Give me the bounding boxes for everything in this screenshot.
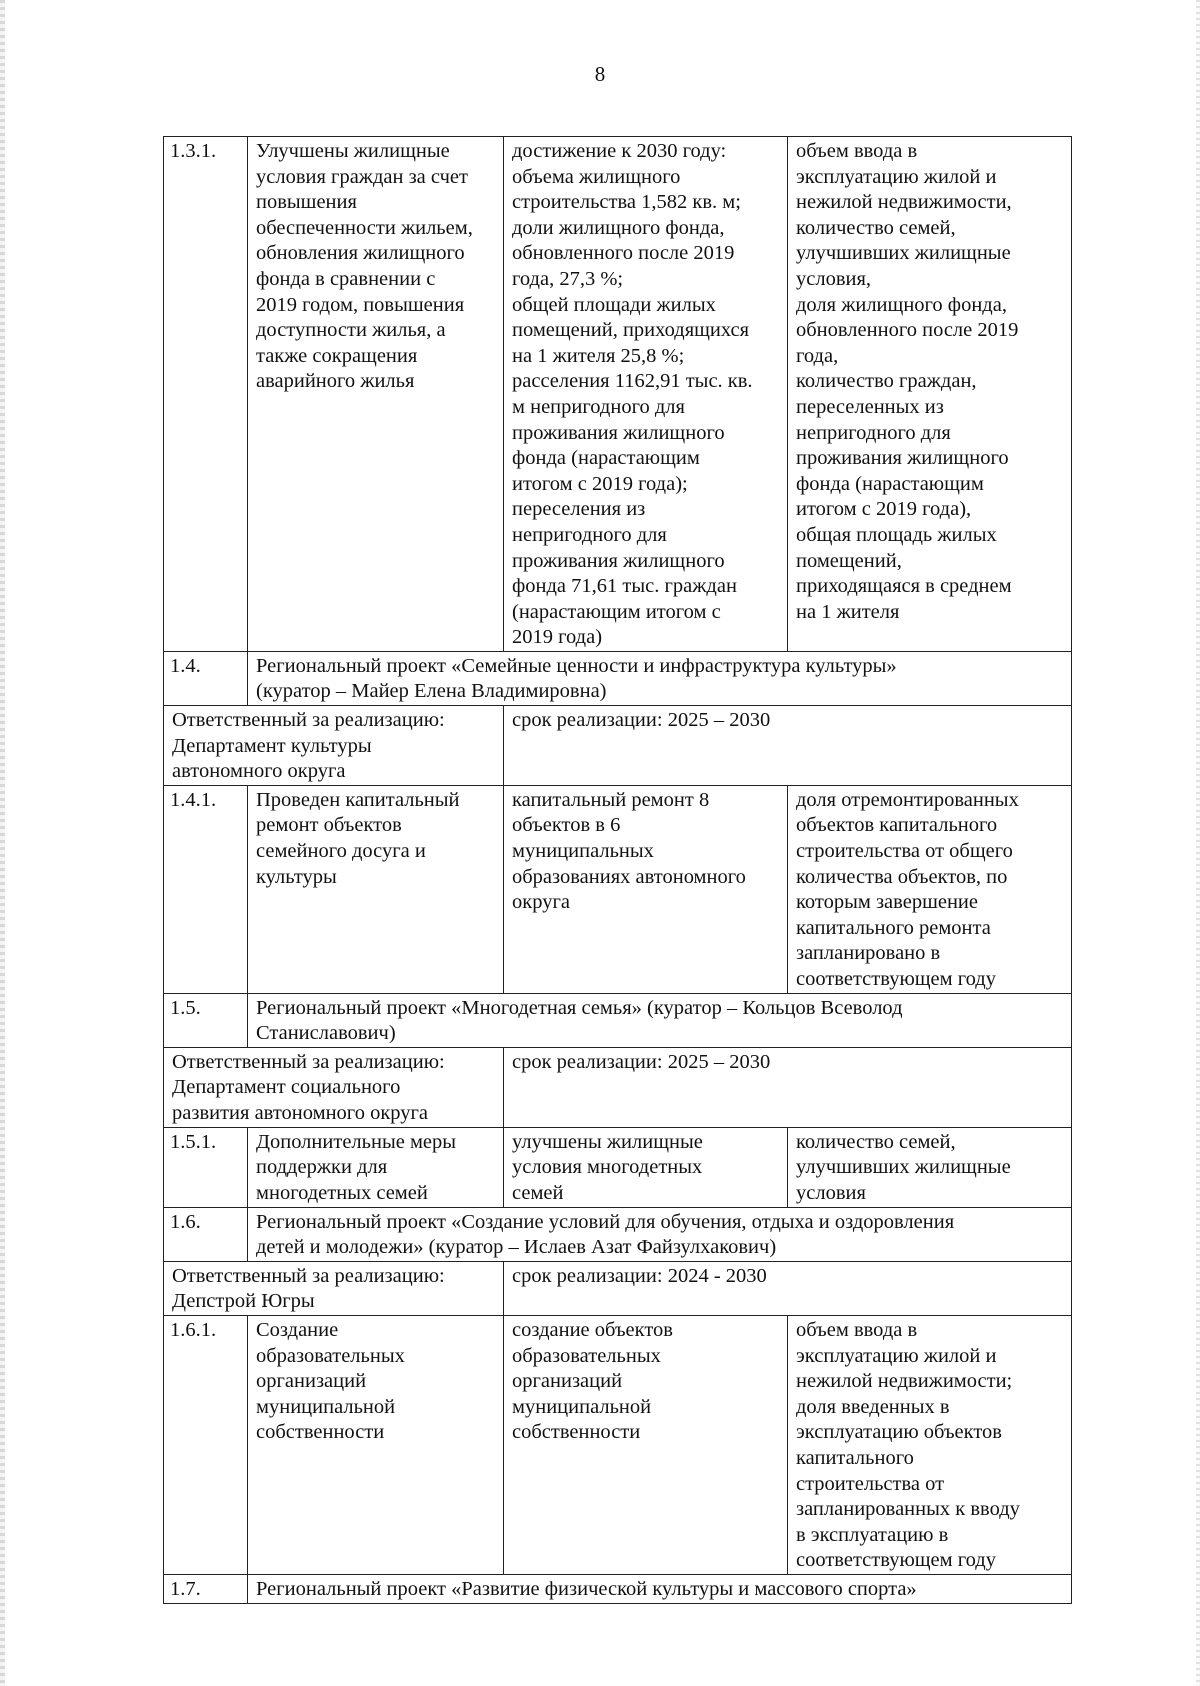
project-title: Региональный проект «Развитие физической культуры и массового спорта» <box>248 1574 1072 1603</box>
indicator-cell: количество семей, улучшивших жилищные условия <box>788 1127 1072 1207</box>
project-title: Региональный проект «Создание условий для обучения, отдыха и оздоровления детей и молодежи» (куратор – Ислаев Азат Файзулхакович) <box>248 1207 1072 1261</box>
characteristic-cell: создание объектов образовательных организаций муниципальной собственности <box>504 1315 788 1574</box>
characteristic-cell: достижение к 2030 году: объема жилищного строительства 1,582 кв. м; доли жилищного фонда, обновленного после 2019 года, 27,3 %; общей площади жилых помещений, приходящихся на 1 жителя 25,8 %; расселения 1162,91 тыс. кв. м непригодного для проживания жилищного фонда (нарастающим итогом с 2019 года); переселения из непригодного для проживания жилищного фонда 71,61 тыс. граждан (нарастающим итогом с 2019 года) <box>504 137 788 652</box>
responsible-cell: Ответственный за реализацию: Департамент социального развития автономного округа <box>164 1047 504 1127</box>
project-title: Региональный проект «Семейные ценности и инфраструктура культуры» (куратор – Майер Елена Владимировна) <box>248 651 1072 705</box>
row-number: 1.3.1. <box>164 137 248 652</box>
term-cell: срок реализации: 2025 – 2030 <box>504 706 1072 786</box>
responsible-cell: Ответственный за реализацию: Департамент культуры автономного округа <box>164 706 504 786</box>
responsible-row-1-6 <box>164 1261 1072 1315</box>
scan-edge-left <box>0 0 5 1686</box>
project-row-1-5 <box>164 993 1072 1047</box>
responsible-row-1-4 <box>164 706 1072 786</box>
row-number: 1.7. <box>164 1574 248 1603</box>
row-number: 1.4. <box>164 651 248 705</box>
indicator-cell: доля отремонтированных объектов капитального строительства от общего количества объектов, по которым завершение капитального ремонта запланировано в соответствующем году <box>788 785 1072 993</box>
result-cell: Проведен капитальный ремонт объектов семейного досуга и культуры <box>248 785 504 993</box>
page-number: 8 <box>594 62 606 86</box>
result-cell: Дополнительные меры поддержки для многодетных семей <box>248 1127 504 1207</box>
project-row-1-4 <box>164 651 1072 705</box>
table-row-1-3-1 <box>164 137 1072 652</box>
table-row-1-4-1 <box>164 785 1072 993</box>
row-number: 1.5.1. <box>164 1127 248 1207</box>
responsible-row-1-5 <box>164 1047 1072 1127</box>
characteristic-cell: капитальный ремонт 8 объектов в 6 муниципальных образованиях автономного округа <box>504 785 788 993</box>
indicator-cell: объем ввода в эксплуатацию жилой и нежилой недвижимости, количество семей, улучшивших жилищные условия, доля жилищного фонда, обновленного после 2019 года, количество граждан, переселенных из непригодного для проживания жилищного фонда (нарастающим итогом с 2019 года), общая площадь жилых помещений, приходящаяся в среднем на 1 жителя <box>788 137 1072 652</box>
document-table <box>163 136 1072 1604</box>
project-row-1-6 <box>164 1207 1072 1261</box>
project-row-1-7 <box>164 1574 1072 1603</box>
row-number: 1.4.1. <box>164 785 248 993</box>
term-cell: срок реализации: 2024 - 2030 <box>504 1261 1072 1315</box>
row-number: 1.6. <box>164 1207 248 1261</box>
result-cell: Создание образовательных организаций муниципальной собственности <box>248 1315 504 1574</box>
row-number: 1.5. <box>164 993 248 1047</box>
scan-edge-right <box>1196 0 1200 1686</box>
table-row-1-6-1 <box>164 1315 1072 1574</box>
table-row-1-5-1 <box>164 1127 1072 1207</box>
characteristic-cell: улучшены жилищные условия многодетных семей <box>504 1127 788 1207</box>
term-cell: срок реализации: 2025 – 2030 <box>504 1047 1072 1127</box>
responsible-cell: Ответственный за реализацию: Депстрой Югры <box>164 1261 504 1315</box>
result-cell: Улучшены жилищные условия граждан за счет повышения обеспеченности жильем, обновления жилищного фонда в сравнении с 2019 годом, повышения доступности жилья, а также сокращения аварийного жилья <box>248 137 504 652</box>
indicator-cell: объем ввода в эксплуатацию жилой и нежилой недвижимости; доля введенных в эксплуатацию объектов капитального строительства от запланированных к вводу в эксплуатацию в соответствующем году <box>788 1315 1072 1574</box>
project-title: Региональный проект «Многодетная семья» (куратор – Кольцов Всеволод Станиславович) <box>248 993 1072 1047</box>
row-number: 1.6.1. <box>164 1315 248 1574</box>
